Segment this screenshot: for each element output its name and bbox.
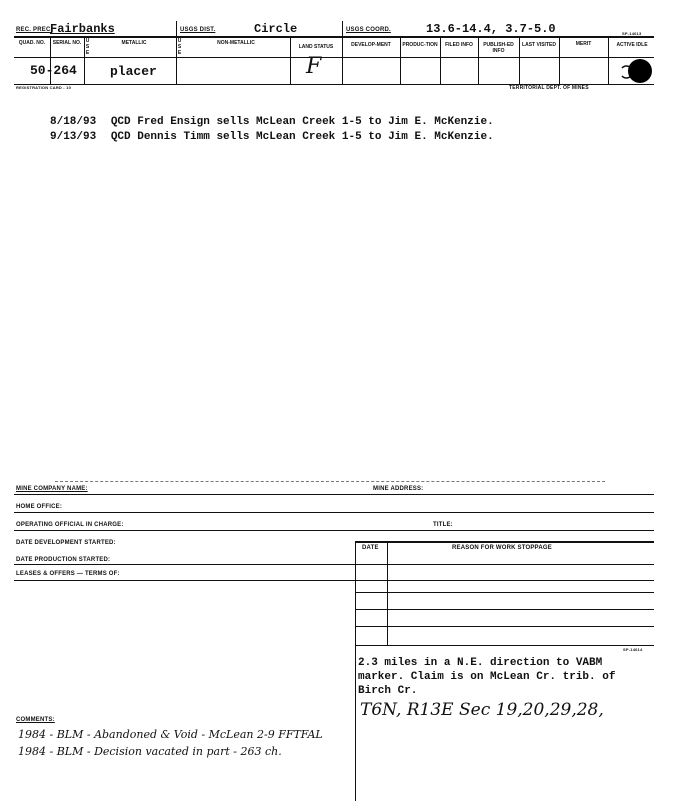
entry-text: QCD Fred Ensign sells McLean Creek 1-5 to Jim E. McKenzie.: [110, 116, 494, 128]
location-handwritten: T6N, R13E Sec 19,20,29,28,: [360, 700, 604, 720]
lower-rule-9: [355, 626, 654, 627]
col-development: DEVELOP-MENT: [351, 42, 391, 48]
territorial-label: TERRITORIAL DEPT. OF MINES: [509, 85, 589, 91]
col-divider: [608, 37, 609, 84]
col-active-idle: ACTIVE IDLE: [616, 42, 648, 48]
comment-line-1: 1984 - BLM - Abandoned & Void - McLean 2-9 FFTFAL: [18, 728, 323, 741]
metallic-value: placer: [110, 64, 157, 79]
lower-rule-7: [355, 592, 654, 593]
entry-date: 8/18/93: [50, 116, 97, 128]
list-item: [50, 116, 494, 128]
col-nonmetallic: NON-METALLIC: [217, 40, 255, 46]
usgs-coord-value: 13.6-14.4, 3.7-5.0: [426, 22, 556, 36]
location-line-2: marker. Claim is on McLean Cr. trib. of: [358, 671, 616, 683]
usgs-dist-label: USGS DIST.: [180, 27, 216, 33]
col-serial-no: SERIAL NO.: [52, 40, 82, 46]
col-use-metallic: U S E: [85, 38, 90, 56]
col-divider: [290, 37, 291, 84]
lower-rule-5: [14, 564, 654, 565]
header-rule-1: [14, 36, 654, 38]
mine-company-name-label: MINE COMPANY NAME:: [16, 486, 88, 492]
col-land-status: LAND STATUS: [298, 44, 334, 50]
quad-serial-value: 50-264: [30, 63, 77, 78]
col-divider: [519, 37, 520, 84]
entry-date: 9/13/93: [50, 131, 97, 143]
col-production: PRODUC-TION: [402, 42, 438, 48]
lower-rule-3: [14, 530, 654, 531]
leases-label: LEASES & OFFERS — TERMS OF:: [16, 571, 120, 577]
location-line-3: Birch Cr.: [358, 685, 418, 697]
col-published-info: PUBLISH-ED INFO: [483, 42, 514, 54]
lower-divider: [355, 541, 356, 801]
col-divider: [478, 37, 479, 84]
mine-address-label: MINE ADDRESS:: [373, 486, 424, 492]
operating-official-label: OPERATING OFFICIAL IN CHARGE:: [16, 522, 124, 528]
col-divider: [342, 21, 343, 84]
lower-rule-10: [355, 645, 654, 646]
entry-text: QCD Dennis Timm sells McLean Creek 1-5 to Jim E. McKenzie.: [110, 131, 494, 143]
title-label: TITLE:: [433, 522, 453, 528]
col-merit: MERIT: [575, 41, 592, 47]
lower-rule-6: [14, 580, 654, 581]
col-filed-info: FILED INFO: [445, 42, 473, 48]
col-quad-no: QUAD. NO.: [18, 40, 46, 46]
reason-col-header: REASON FOR WORK STOPPAGE: [452, 545, 552, 551]
date-col-header: DATE: [362, 545, 379, 551]
col-use-nonmetallic: U S E: [177, 38, 182, 56]
home-office-label: HOME OFFICE:: [16, 504, 63, 510]
card-edge: [55, 481, 605, 482]
lower-rule-2: [14, 512, 654, 513]
col-divider: [440, 37, 441, 84]
land-status-value: F: [306, 54, 322, 79]
location-line-1: 2.3 miles in a N.E. direction to VABM: [358, 657, 603, 669]
form-number-top: SP-14613: [622, 31, 642, 36]
comment-line-2: 1984 - BLM - Decision vacated in part - 263 ch.: [18, 745, 282, 758]
col-last-visited: LAST VISITED: [522, 42, 556, 48]
col-divider: [400, 37, 401, 84]
date-col-divider: [387, 541, 388, 645]
date-dev-started-label: DATE DEVELOPMENT STARTED:: [16, 540, 116, 546]
usgs-coord-label: USGS COORD.: [346, 27, 391, 33]
active-dot-icon: [612, 58, 656, 86]
lower-rule-1: [14, 494, 654, 495]
lower-rule-8: [355, 609, 654, 610]
header-rule-2: [14, 57, 654, 58]
rec-prec-value: Fairbanks: [50, 22, 115, 36]
col-divider: [559, 37, 560, 84]
date-prod-started-label: DATE PRODUCTION STARTED:: [16, 557, 111, 563]
card-footer: REGISTRATION CARD - 10: [16, 85, 71, 90]
lower-rule-4: [355, 541, 654, 543]
usgs-dist-value: Circle: [254, 22, 298, 36]
rec-prec-label: REC. PREC.: [16, 27, 53, 33]
col-metallic: METALLIC: [121, 40, 147, 46]
list-item: [50, 131, 494, 143]
form-number-bottom: SP-14614: [623, 647, 643, 652]
comments-label: COMMENTS:: [16, 717, 55, 723]
